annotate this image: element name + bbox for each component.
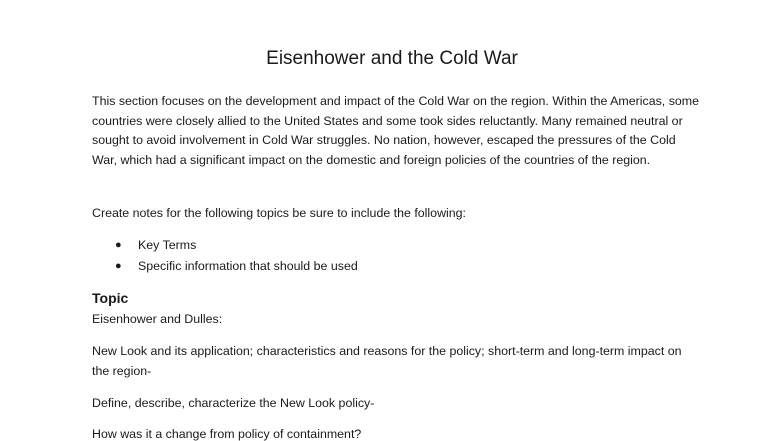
- topic-name: Eisenhower and Dulles:: [92, 312, 223, 326]
- list-item: [92, 235, 702, 256]
- bullet-icon: ●: [115, 259, 122, 272]
- bullet-text: Specific information that should be used: [138, 258, 358, 273]
- bullet-text: Key Terms: [138, 238, 197, 252]
- bullet-icon: ●: [115, 239, 122, 251]
- document-title: Eisenhower and the Cold War: [266, 48, 518, 69]
- containment-prompt: How was it a change from policy of containment?: [92, 427, 362, 441]
- notes-bullet-list: [92, 235, 702, 276]
- topic-heading: Topic: [92, 290, 129, 306]
- intro-paragraph: This section focuses on the development and impact of the Cold War on the region. Within the Americas, some countries were closely allied to the United States and some took sides reluctantly. Many remained neutral or sought to avoid involvement in Cold War struggles. No nation, however, escaped the pressures of the Cold War, which had a significant impact on the domestic and foreign policies of the countries of the region.: [92, 94, 699, 168]
- instructions-paragraph: Create notes for the following topics be sure to include the following:: [92, 206, 467, 220]
- list-item: [92, 256, 702, 277]
- define-prompt: Define, describe, characterize the New Look policy-: [92, 396, 375, 410]
- new-look-prompt: New Look and its application; characteristics and reasons for the policy; short-term and long-term impact on the region-: [92, 344, 682, 378]
